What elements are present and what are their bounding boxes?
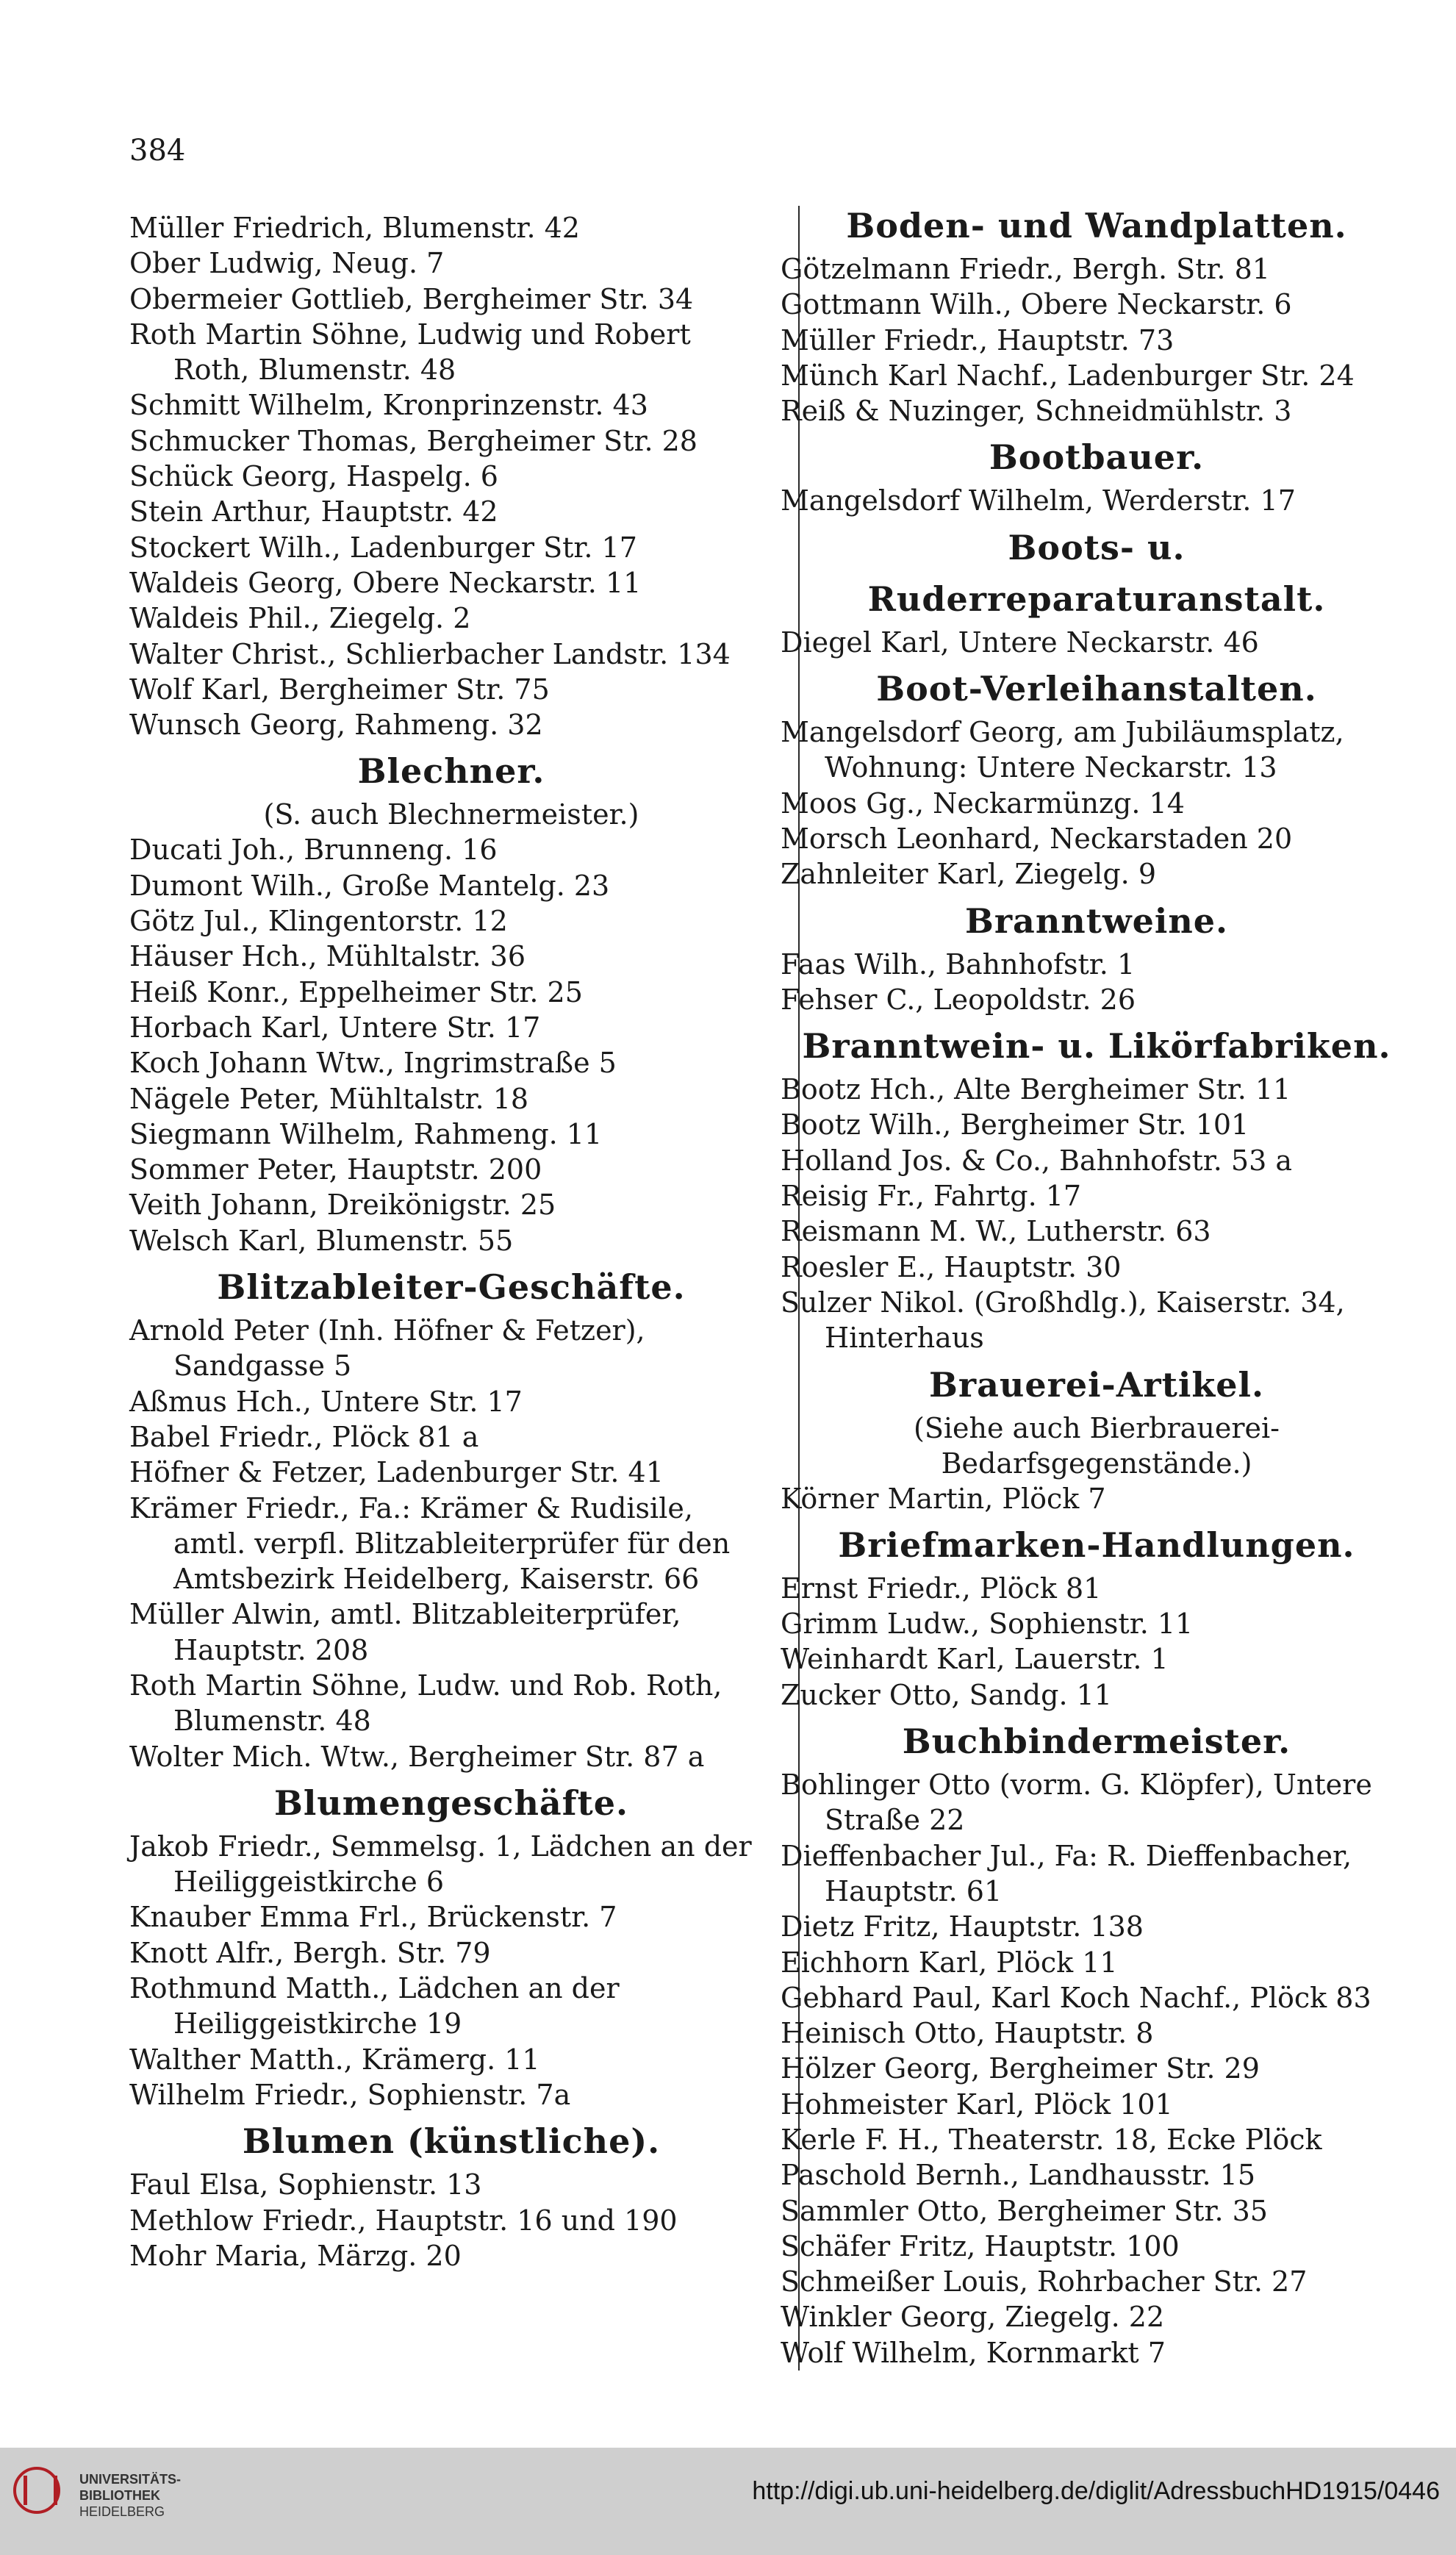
directory-entry: Dietz Fritz, Hauptstr. 138 (781, 1910, 1144, 1943)
section-heading: Boots- u. Ruderreparaturanstalt. (867, 527, 1326, 619)
directory-entry: Veith Johann, Dreikönigstr. 25 (129, 1189, 556, 1222)
section-heading: Blumen (künstliche). (242, 2121, 661, 2162)
section-heading: Briefmarken-Handlungen. (838, 1524, 1355, 1565)
directory-entry: Hohmeister Karl, Plöck 101 (781, 2088, 1173, 2121)
library-name-line1: UNIVERSITÄTS- (79, 2472, 182, 2487)
directory-entry: Wunsch Georg, Rahmeng. 32 (129, 709, 543, 742)
directory-entry: Ernst Friedr., Plöck 81 (781, 1572, 1102, 1605)
directory-entry: Obermeier Gottlieb, Bergheimer Str. 34 (129, 282, 694, 315)
directory-entry: Zucker Otto, Sandg. 11 (781, 1678, 1112, 1711)
directory-entry: Roth Martin Söhne, Ludw. und Rob. Roth, Blumenstr. 48 (129, 1669, 722, 1738)
directory-entry: Heinisch Otto, Hauptstr. 8 (781, 2017, 1154, 2050)
directory-entry: Gottmann Wilh., Obere Neckarstr. 6 (781, 288, 1292, 321)
directory-entry: Faul Elsa, Sophienstr. 13 (129, 2168, 482, 2201)
directory-entry: Reiß & Nuzinger, Schneidmühlstr. 3 (781, 395, 1292, 428)
directory-entry: Knott Alfr., Bergh. Str. 79 (129, 1936, 491, 1969)
directory-entry: Sulzer Nikol. (Großhdlg.), Kaiserstr. 34, Hinterhaus (781, 1286, 1345, 1355)
directory-entry: Waldeis Georg, Obere Neckarstr. 11 (129, 566, 642, 599)
section-heading: Buchbindermeister. (902, 1721, 1291, 1762)
directory-entry: Dieffenbacher Jul., Fa: R. Dieffenbacher, Hauptstr. 61 (781, 1839, 1352, 1907)
directory-entry: Wolter Mich. Wtw., Bergheimer Str. 87 a (129, 1740, 705, 1773)
directory-entry: Diegel Karl, Untere Neckarstr. 46 (781, 626, 1259, 659)
directory-entry: Horbach Karl, Untere Str. 17 (129, 1011, 541, 1044)
directory-entry: Winkler Georg, Ziegelg. 22 (781, 2301, 1165, 2334)
directory-entry: Stein Arthur, Hauptstr. 42 (129, 495, 498, 528)
directory-entry: Bootz Wilh., Bergheimer Str. 101 (781, 1108, 1249, 1142)
library-logo-icon (13, 2467, 60, 2514)
directory-entry: Nägele Peter, Mühltalstr. 18 (129, 1082, 529, 1115)
section-heading: Brauerei-Artikel. (929, 1364, 1264, 1405)
section-heading: Blechner. (357, 751, 545, 792)
directory-entry: Ducati Joh., Brunneng. 16 (129, 834, 498, 867)
directory-entry: Walter Christ., Schlierbacher Landstr. 134 (129, 637, 731, 670)
section-note: (Siehe auch Bierbrauerei-Bedarfsgegenstände.) (914, 1411, 1280, 1480)
directory-entry: Walther Matth., Krämerg. 11 (129, 2043, 540, 2076)
directory-entry: Höfner & Fetzer, Ladenburger Str. 41 (129, 1456, 664, 1489)
section-heading: Boden- und Wandplatten. (846, 206, 1347, 246)
directory-entry: Reismann M. W., Lutherstr. 63 (781, 1215, 1211, 1248)
page-number: 384 (129, 134, 186, 168)
directory-entry: Fehser C., Leopoldstr. 26 (781, 983, 1136, 1016)
directory-entry: Aßmus Hch., Untere Str. 17 (129, 1385, 523, 1418)
directory-entry: Müller Friedrich, Blumenstr. 42 (129, 212, 580, 244)
directory-entry: Holland Jos. & Co., Bahnhofstr. 53 a (781, 1144, 1293, 1177)
directory-entry: Rothmund Matth., Lädchen an der Heiliggeistkirche 19 (129, 1972, 620, 2040)
directory-entry: Zahnleiter Karl, Ziegelg. 9 (781, 858, 1156, 891)
directory-entry: Götzelmann Friedr., Bergh. Str. 81 (781, 253, 1270, 285)
directory-entry: Methlow Friedr., Hauptstr. 16 und 190 (129, 2204, 678, 2237)
directory-entry: Heiß Konr., Eppelheimer Str. 25 (129, 975, 583, 1008)
directory-entry: Welsch Karl, Blumenstr. 55 (129, 1224, 514, 1257)
directory-entry: Mohr Maria, Märzg. 20 (129, 2239, 462, 2272)
directory-entry: Schück Georg, Haspelg. 6 (129, 460, 498, 493)
directory-entry: Wilhelm Friedr., Sophienstr. 7a (129, 2078, 571, 2111)
directory-entry: Körner Martin, Plöck 7 (781, 1482, 1106, 1515)
directory-entry: Jakob Friedr., Semmelsg. 1, Lädchen an der Heiliggeistkirche 6 (129, 1830, 752, 1899)
directory-entry: Sammler Otto, Bergheimer Str. 35 (781, 2194, 1268, 2227)
directory-entry: Kerle F. H., Theaterstr. 18, Ecke Plöck (781, 2123, 1322, 2156)
directory-entry: Weinhardt Karl, Lauerstr. 1 (781, 1643, 1169, 1676)
directory-entry: Müller Friedr., Hauptstr. 73 (781, 323, 1175, 356)
directory-entry: Münch Karl Nachf., Ladenburger Str. 24 (781, 359, 1355, 392)
directory-entry: Sommer Peter, Hauptstr. 200 (129, 1153, 542, 1186)
directory-entry: Knauber Emma Frl., Brückenstr. 7 (129, 1901, 617, 1934)
directory-entry: Grimm Ludw., Sophienstr. 11 (781, 1608, 1194, 1641)
directory-entry: Paschold Bernh., Landhausstr. 15 (781, 2159, 1256, 2192)
section-heading: Blitzableiter-Geschäfte. (217, 1267, 686, 1308)
directory-entry: Schmitt Wilhelm, Kronprinzenstr. 43 (129, 389, 648, 422)
directory-entry: Wolf Karl, Bergheimer Str. 75 (129, 673, 550, 706)
section-heading: Bootbauer. (989, 437, 1205, 478)
directory-entry: Bohlinger Otto (vorm. G. Klöpfer), Untere Straße 22 (781, 1769, 1372, 1837)
directory-entry: Bootz Hch., Alte Bergheimer Str. 11 (781, 1073, 1291, 1106)
directory-entry: Stockert Wilh., Ladenburger Str. 17 (129, 531, 637, 564)
directory-entry: Siegmann Wilhelm, Rahmeng. 11 (129, 1117, 603, 1150)
directory-entry: Moos Gg., Neckarmünzg. 14 (781, 786, 1185, 820)
directory-entry: Gebhard Paul, Karl Koch Nachf., Plöck 83 (781, 1981, 1371, 2014)
library-name-line3: HEIDELBERG (79, 2504, 165, 2519)
directory-entry: Häuser Hch., Mühltalstr. 36 (129, 940, 526, 973)
directory-entry: Koch Johann Wtw., Ingrimstraße 5 (129, 1047, 617, 1080)
directory-entry: Eichhorn Karl, Plöck 11 (781, 1946, 1118, 1979)
footer-bar (0, 2448, 1456, 2555)
section-note: (S. auch Blechnermeister.) (263, 798, 639, 831)
library-name (79, 2471, 181, 2520)
directory-entry: Faas Wilh., Bahnhofstr. 1 (781, 947, 1136, 981)
directory-entry: Waldeis Phil., Ziegelg. 2 (129, 602, 471, 635)
directory-entry: Dumont Wilh., Große Mantelg. 23 (129, 869, 610, 902)
section-heading: Branntweine. (964, 900, 1229, 941)
directory-entry: Roth Martin Söhne, Ludwig und Robert Roth, Blumenstr. 48 (129, 318, 691, 387)
section-heading: Branntwein- u. Likörfabriken. (802, 1026, 1391, 1067)
directory-entry: Götz Jul., Klingentorstr. 12 (129, 905, 508, 938)
directory-entry: Hölzer Georg, Bergheimer Str. 29 (781, 2052, 1260, 2085)
directory-entry: Krämer Friedr., Fa.: Krämer & Rudisile, amtl. verpfl. Blitzableiterprüfer für den Amtsbezirk Heidelberg, Kaiserstr. 66 (129, 1491, 731, 1596)
directory-entry: Schäfer Fritz, Hauptstr. 100 (781, 2229, 1180, 2262)
directory-entry: Reisig Fr., Fahrtg. 17 (781, 1180, 1082, 1213)
directory-entry: Roesler E., Hauptstr. 30 (781, 1250, 1122, 1283)
right-column (781, 197, 1413, 2371)
directory-entry: Schmucker Thomas, Bergheimer Str. 28 (129, 424, 697, 457)
source-url: http://digi.ub.uni-heidelberg.de/diglit/AdressbuchHD1915/0446 (752, 2477, 1440, 2505)
directory-entry: Babel Friedr., Plöck 81 a (129, 1420, 479, 1453)
directory-entry: Müller Alwin, amtl. Blitzableiterprüfer, Hauptstr. 208 (129, 1598, 681, 1666)
directory-entry: Morsch Leonhard, Neckarstaden 20 (781, 822, 1293, 855)
left-column (129, 210, 773, 2273)
library-name-line2: BIBLIOTHEK (79, 2488, 160, 2503)
section-heading: Blumengeschäfte. (273, 1782, 629, 1823)
section-heading: Boot-Verleihanstalten. (876, 669, 1317, 709)
directory-entry: Mangelsdorf Wilhelm, Werderstr. 17 (781, 484, 1296, 517)
directory-entry: Mangelsdorf Georg, am Jubiläumsplatz, Wohnung: Untere Neckarstr. 13 (781, 716, 1344, 784)
directory-entry: Wolf Wilhelm, Kornmarkt 7 (781, 2336, 1166, 2369)
directory-entry: Arnold Peter (Inh. Höfner & Fetzer), Sandgasse 5 (129, 1314, 645, 1383)
directory-entry: Ober Ludwig, Neug. 7 (129, 247, 445, 280)
directory-entry: Schmeißer Louis, Rohrbacher Str. 27 (781, 2265, 1308, 2298)
